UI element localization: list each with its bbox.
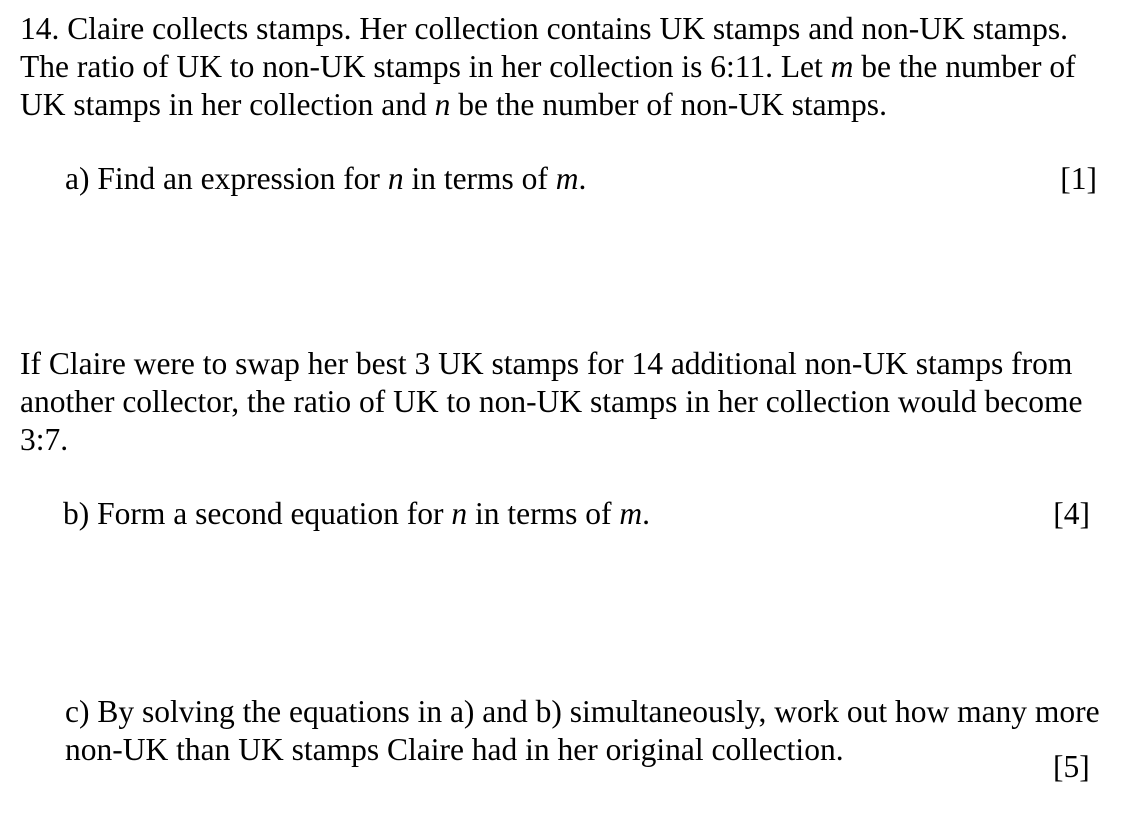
problem-statement xyxy=(20,10,1110,124)
additional-info xyxy=(20,345,1110,459)
question-b xyxy=(63,495,1090,533)
marks-a: [1] xyxy=(1060,161,1097,196)
variable-n: n xyxy=(434,87,451,122)
question-c-text: c) By solving the equations in a) and b) simultaneously, work out how many more non-UK than UK stamps Claire had in her original collection. xyxy=(65,694,1100,767)
marks-b: [4] xyxy=(1053,496,1090,531)
question-a-text-2: in terms of xyxy=(403,161,556,196)
question-a xyxy=(65,160,1097,198)
marks-c: [5] xyxy=(1053,749,1090,784)
additional-info-text: If Claire were to swap her best 3 UK stamps for 14 additional non-UK stamps from another collector, the ratio of UK to non-UK stamps in her collection would become 3:7. xyxy=(20,346,1083,457)
question-b-text-3: . xyxy=(642,496,651,531)
problem-statement-text-1: 14. Claire collects stamps. Her collection contains UK stamps and non-UK stamps. The ratio of UK to non-UK stamps in her collection is 6:11. Let xyxy=(20,11,1069,84)
problem-statement-text-2: be the number of UK stamps in her collection and xyxy=(20,49,1076,122)
variable-n: n xyxy=(387,161,404,196)
problem-statement-text-3: be the number of non-UK stamps. xyxy=(450,87,887,122)
variable-m: m xyxy=(619,496,643,531)
question-b-text-2: in terms of xyxy=(467,496,620,531)
question-a-text xyxy=(65,160,586,198)
question-a-text-1: a) Find an expression for xyxy=(65,161,388,196)
variable-m: m xyxy=(830,49,854,84)
variable-m: m xyxy=(555,161,579,196)
question-b-text-1: b) Form a second equation for xyxy=(63,496,452,531)
question-a-text-3: . xyxy=(578,161,587,196)
question-b-text xyxy=(63,495,650,533)
variable-n: n xyxy=(451,496,468,531)
question-c xyxy=(65,693,1121,769)
